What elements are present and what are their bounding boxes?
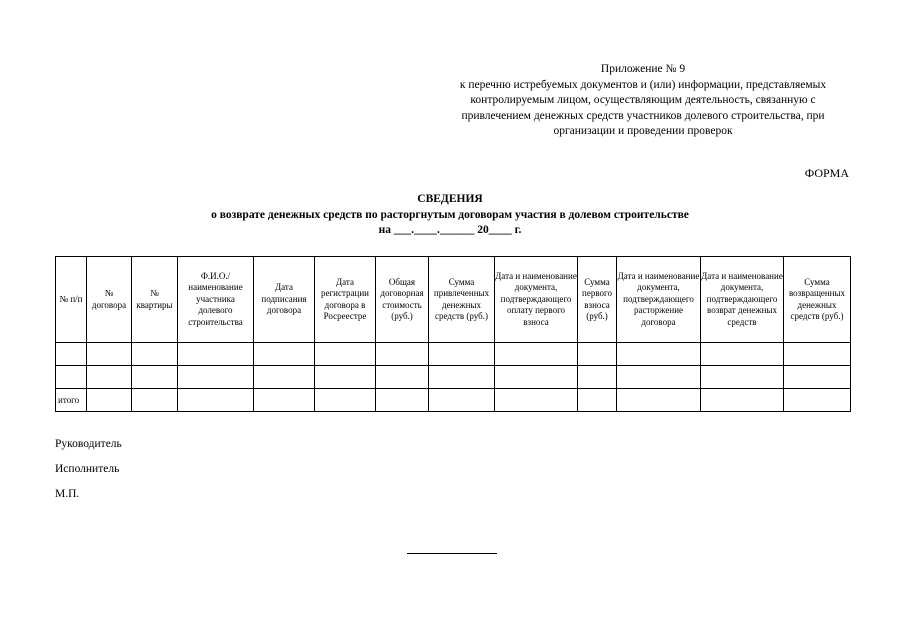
- appendix-note: [428, 62, 858, 140]
- col-header-first-payment-doc: Дата и наименование документа, подтверждающего оплату первого взноса: [495, 257, 578, 343]
- document-title: [150, 192, 750, 239]
- col-header-contract-number: № договора: [87, 257, 132, 343]
- table-header-row: [56, 257, 851, 343]
- title-date-line: на ___.____.______ 20____ г.: [378, 224, 522, 236]
- table-total-row: [56, 389, 851, 412]
- signature-head: Руководитель: [55, 438, 122, 450]
- table-row: [56, 366, 851, 389]
- col-header-refund-sum: Сумма возвращенных денежных средств (руб.): [784, 257, 851, 343]
- signature-seal: М.П.: [55, 488, 80, 500]
- col-header-registration-date: Дата регистрации договора в Росреестре: [315, 257, 376, 343]
- col-header-raised-funds: Сумма привлеченных денежных средств (руб.): [429, 257, 495, 343]
- col-header-contract-value: Общая договорная стоимость (руб.): [376, 257, 429, 343]
- col-header-apartment-number: № квартиры: [132, 257, 178, 343]
- col-header-number: № п/п: [56, 257, 87, 343]
- appendix-text-line-4: организации и проведении проверок: [553, 125, 733, 137]
- title-main: СВЕДЕНИЯ: [417, 193, 483, 205]
- signature-block: [55, 438, 122, 513]
- col-header-refund-doc: Дата и наименование документа, подтверждающего возврат денежных средств: [701, 257, 784, 343]
- refund-table: [55, 256, 851, 412]
- title-subtitle: о возврате денежных средств по расторгнутым договорам участия в долевом строительстве: [211, 208, 689, 221]
- appendix-number: Приложение № 9: [600, 63, 686, 75]
- col-header-signing-date: Дата подписания договора: [254, 257, 315, 343]
- col-header-participant-name: Ф.И.О./ наименование участника долевого строительства: [178, 257, 254, 343]
- form-label: ФОРМА: [804, 166, 849, 180]
- col-header-termination-doc: Дата и наименование документа, подтверждающего расторжение договора: [617, 257, 701, 343]
- col-header-first-payment-sum: Сумма первого взноса (руб.): [578, 257, 617, 343]
- appendix-text-line-3: привлечением денежных средств участников долевого строительства, при: [461, 109, 825, 122]
- table-row: [56, 343, 851, 366]
- appendix-text-line-2: контролируемым лицом, осуществляющим деятельность, связанную с: [470, 94, 816, 106]
- total-label: итого: [56, 389, 87, 412]
- footer-divider: [407, 553, 497, 554]
- signature-executor: Исполнитель: [55, 463, 120, 475]
- appendix-text-line-1: к перечню истребуемых документов и (или) информации, представляемых: [459, 78, 827, 91]
